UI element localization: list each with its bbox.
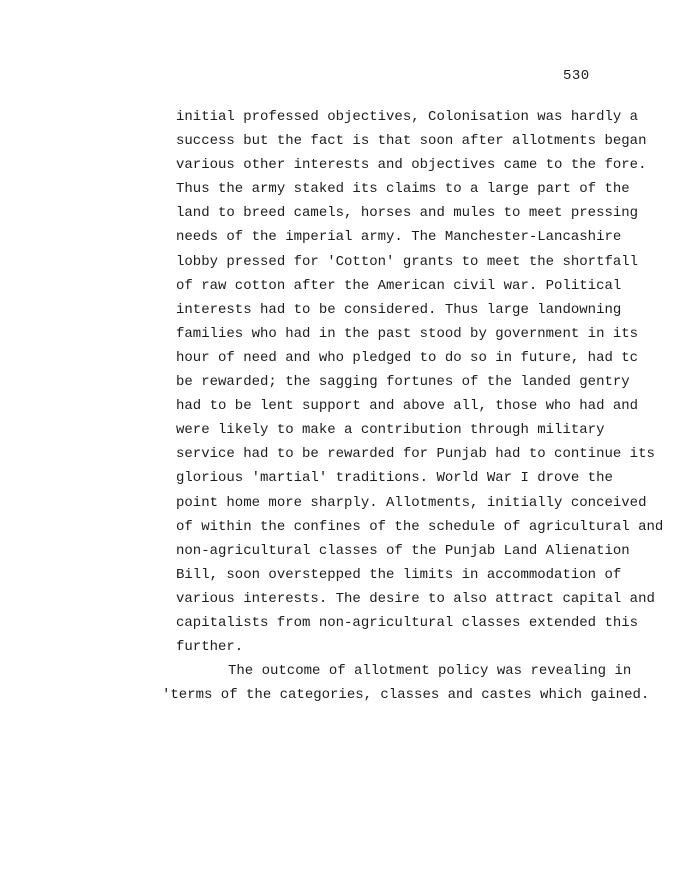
text-line: point home more sharply. Allotments, initially conceived (176, 494, 647, 511)
paragraph-1 (176, 105, 676, 659)
text-line: initial professed objectives, Colonisation was hardly a (176, 109, 639, 125)
text-line: families who had in the past stood by government in its (176, 325, 639, 342)
text-line: success but the fact is that soon after allotments began (176, 133, 647, 150)
text-line: Thus the army staked its claims to a large part of the (176, 181, 630, 198)
paragraph-2 (162, 659, 676, 707)
text-line: of raw cotton after the American civil war. Political (176, 277, 622, 294)
text-line: various interests. The desire to also attract capital and (176, 590, 655, 607)
text-line: be rewarded; the sagging fortunes of the landed gentry (176, 374, 630, 391)
text-line: lobby pressed for 'Cotton' grants to meet the shortfall (176, 253, 639, 270)
text-line: Bill, soon overstepped the limits in accommodation of (176, 566, 622, 583)
text-line: of within the confines of the schedule of agricultural and (176, 518, 664, 535)
body-text (162, 105, 676, 707)
text-line: capitalists from non-agricultural classes extended this (176, 614, 639, 631)
text-line: glorious 'martial' traditions. World War I drove the (176, 470, 613, 487)
text-line: various other interests and objectives came to the fore. (176, 157, 647, 174)
text-line: needs of the imperial army. The Manchester-Lancashire (176, 229, 622, 246)
text-line: hour of need and who pledged to do so in future, had tc (176, 349, 639, 366)
text-line: further. (176, 639, 244, 656)
text-line: land to breed camels, horses and mules to meet pressing (176, 205, 639, 222)
text-line: were likely to make a contribution through military (176, 422, 605, 439)
page-number: 530 (563, 68, 590, 84)
text-line: service had to be rewarded for Punjab had to continue its (176, 446, 655, 463)
text-line: had to be lent support and above all, those who had and (176, 398, 639, 415)
text-line: non-agricultural classes of the Punjab Land Alienation (176, 542, 630, 559)
text-line: interests had to be considered. Thus large landowning (176, 301, 622, 318)
text-line: 'terms of the categories, classes and castes which gained. (162, 687, 650, 704)
text-line: The outcome of allotment policy was revealing in (228, 663, 632, 680)
